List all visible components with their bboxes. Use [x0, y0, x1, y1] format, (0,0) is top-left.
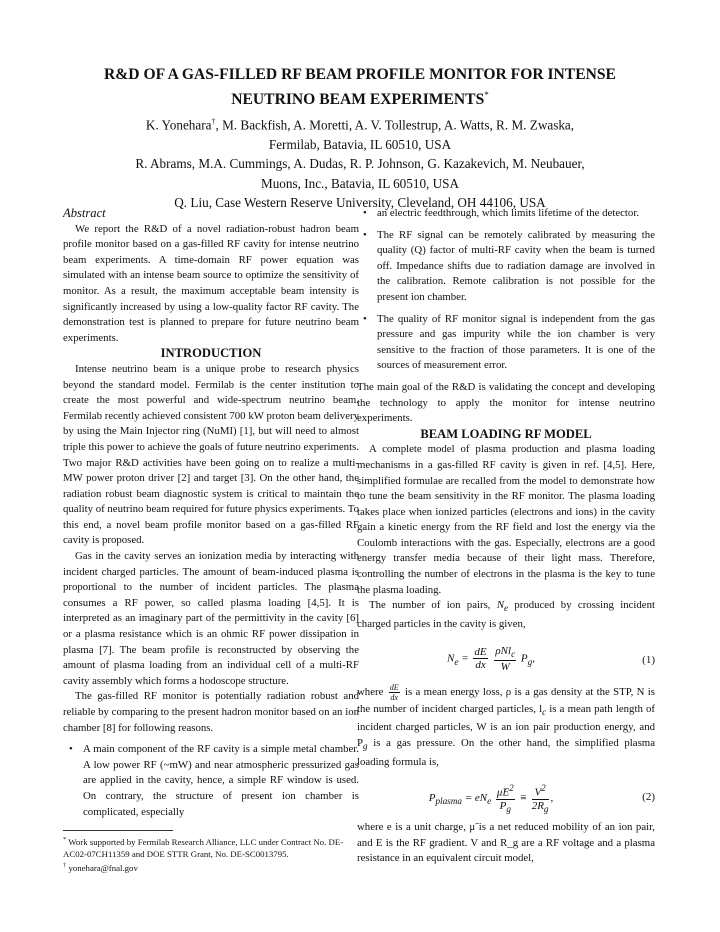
section-heading-beam-loading: BEAM LOADING RF MODEL [420, 426, 592, 441]
affiliation-muons-inc: Muons, Inc., Batavia, IL 60510, USA [260, 175, 460, 191]
title-footnote-mark: * [484, 90, 489, 100]
reason-bullet-1: • A main component of the RF cavity is a simple metal chamber. A low power RF (~mW) and near atmospheric pressurized gas are applied in the cavity, hence, a simple RF window is used. On contrary, the structure of present ion chamber is complicated, especially [63, 742, 359, 820]
eq2-fraction-v2-2rg: $\frac{V^2}{2R_g}$ [531, 783, 549, 815]
where1-text-a: where [357, 685, 387, 698]
left-column [63, 206, 359, 826]
intro-paragraph-4: The main goal of the R&D is validating the concept and developing the technology to apply the monitor for intense neutrino experiments. [357, 380, 655, 425]
where1-text-c: is a mean path length of incident charged particles, W is an ion pair production energy, and P [357, 702, 655, 749]
equation-2-number: (2) [642, 791, 655, 804]
beam-paragraph-1: A complete model of plasma production and plasma loading mechanisms in a gas-filled RF cavity is given in ref. [4,5]. Here, simplified formulae are recalled from the model to demonstrate how to tune the beam sensitivity in the RF monitor. The plasma loading takes place when ionized particles (electrons and ions) in the cavity gain a kinetic energy from the RF field and lost the energy via the Coulomb interactions with the gas. Especially, electrons are a good energy transfer media because of their light mass. Therefore, controlling the number of electrons in the plasma is the key to tune the plasma loading. [357, 443, 655, 596]
equation-1 [357, 641, 655, 675]
author-block [40, 112, 680, 213]
section-heading-introduction: INTRODUCTION [160, 346, 262, 361]
footnote-2-text: yonehara@fnal.gov [66, 862, 138, 873]
footnote-1-mark: * [63, 836, 67, 843]
author-line-1 [40, 112, 680, 135]
affiliation-fermilab: Fermilab, Batavia, IL 60510, USA [268, 136, 452, 152]
author-line-3-affiliation: Q. Liu, Case Western Reserve University, Cleveland, OH 44106, USA [174, 195, 546, 211]
author-line-2: R. Abrams, M.A. Cummings, A. Dudas, R. P. Johnson, G. Kazakevich, M. Neubauer, [135, 156, 585, 172]
beam-where-paragraph-2: where e is a unit charge, μ̃ is a net reduced mobility of an ion pair, and E is the RF gradient. V and R_g are a RF voltage and a plasma resistance in an equivalent circuit model, [357, 821, 655, 865]
equation-2-body: $P_{plasma} = eN_e$ $\frac{\mũE^2}{P_g}$ ≡ $\frac{V^2}{2R_g}$ , [428, 783, 554, 815]
equation-1-body: $N_e$ = $\frac{dE}{dx}$ $\frac{\rho Nl_c}{W}$ $P_g$, [447, 644, 535, 673]
author-footnote-mark: † [211, 117, 216, 126]
abstract-heading: Abstract [63, 206, 106, 220]
title-line-2: NEUTRINO BEAM EXPERIMENTS [231, 91, 485, 109]
abstract-text: We report the R&D of a novel radiation-robust hadron beam profile monitor based on a gas-filled RF cavity for intense neutrino beam experiments. A time-domain RF power equation was simulated with an intense beam source to optimize the sensitivity of monitor. As a result, the maximum acceptable beam intensity is significantly increased by using a low-quality factor RF cavity. The demonstration test is planned to prepare for future neutrino beam experiments. [63, 222, 359, 344]
beam-p2-text-a: The number of ion pairs, [369, 599, 497, 612]
reasons-list [63, 742, 359, 820]
reason-bullet-2: • The RF signal can be remotely calibrated by measuring the quality (Q) factor of multi-RF cavity when the beam is turned off. Impedance shifts due to radiation damage are involved in the calibration. Remote calibration is not possible for the present ion chamber. [357, 228, 655, 306]
paper-title [50, 64, 670, 110]
intro-paragraph-1: Intense neutrino beam is a unique probe to research physics beyond the standard model. Fermilab is the center institution to create the most powerful and wide-spectrum neutrino beam. Fermilab recently achieved consistent 700 kW proton beam delivery by using the Main Injector ring (NuMI) [1], but will need to almost triple this power to achieve the goals of future neutrino experiments. Two major R&D activities have been going on to realize a multi-MW power proton driver [2] and target [3]. On the other hand, the radiation robust beam diagnostic system is critical to maintain the quality of neutrino beam required for future physics experiments. To this end, a novel beam profile monitor based on a gas-filled RF cavity is proposed. [63, 362, 359, 547]
footnote-1-text: Work supported by Fermilab Research Alliance, LLC under Contract No. DE-AC02-07CH11359 and DOE STTR Grant, No. DE-SC0013795. [63, 836, 344, 859]
symbol-ne: $N_e$ [496, 599, 509, 614]
intro-paragraph-2: Gas in the cavity serves an ionization media by interacting with incident charged particles. The amount of beam-induced plasma is proportional to the number of incident particles. The plasma consumes a RF power, so called plasma loading [4,5]. It is interpreted as an imaginary part of the permittivity in the cavity [6] or a plasma resistance which is an ohmic RF power dissipation in plasma [7]. The beam profile is reconstructed by observing the amount of plasma loading from an individual cell of a multi-RF cavity assembly which forms a hodoscope structure. [63, 550, 359, 687]
footnote-divider [63, 830, 173, 831]
author-name-lead: K. Yonehara [145, 117, 212, 133]
equation-2 [357, 778, 655, 815]
footnote-2-mark: † [63, 861, 67, 869]
beam-p2-text-b: produced by crossing incident charged particles in the cavity is given, [357, 599, 655, 630]
inline-fraction-de-dx: $\frac{dE}{dx}$ [389, 682, 399, 702]
eq1-fraction-rho-n-l-w: $\frac{\rho Nl_c}{W}$ [495, 644, 516, 673]
equation-1-number: (1) [642, 653, 655, 666]
title-line-1: R&D OF A GAS-FILLED RF BEAM PROFILE MONITOR FOR INTENSE [104, 66, 616, 83]
eq2-fraction-mu-e2-pg: $\frac{\mũE^2}{P_g}$ [496, 783, 514, 815]
reason-bullet-3: • The quality of RF monitor signal is independent from the gas pressure and gas impurity while the ion chamber is very sensitive to the fraction of those parameters. It is one of the sources of measurement error. [357, 312, 655, 374]
right-column [357, 206, 655, 867]
eq1-fraction-de-dx: $\frac{dE}{dx}$ [474, 646, 487, 672]
author-names-rest: , M. Backfish, A. Moretti, A. V. Tollestrup, A. Watts, R. M. Zwaska, [215, 117, 575, 133]
where1-text-d: is a gas pressure. On the other hand, the simplified plasma loading formula is, [357, 736, 655, 768]
footnote-funding [63, 834, 359, 860]
intro-paragraph-3: The gas-filled RF monitor is potentially radiation robust and reliable by comparing to the present hadron monitor based on an ion chamber [8] for following reasons. [63, 690, 359, 734]
reason-bullet-1-continued [357, 206, 655, 222]
beam-paragraph-2 [357, 598, 655, 632]
where1-text-b: is a mean energy loss, ρ is a gas density at the STP, N is the number of incident charged particles, l [357, 685, 655, 715]
footnote-email [63, 860, 359, 874]
beam-where-paragraph-1: where $\frac{dE}{dx}$ is a mean energy loss, ρ is a gas density at the STP, N is the number of incident charged particles, $l_c$ is a mean path length of incident charged particles, W is an ion pair production energy, and $P_g$ is a gas pressure. On the other hand, the simplified plasma loading formula is, [357, 682, 655, 768]
footnotes [63, 834, 359, 874]
bullet-continuation-text: an electric feedthrough, which limits lifetime of the detector. [377, 207, 640, 219]
reasons-list-continued [357, 206, 655, 374]
